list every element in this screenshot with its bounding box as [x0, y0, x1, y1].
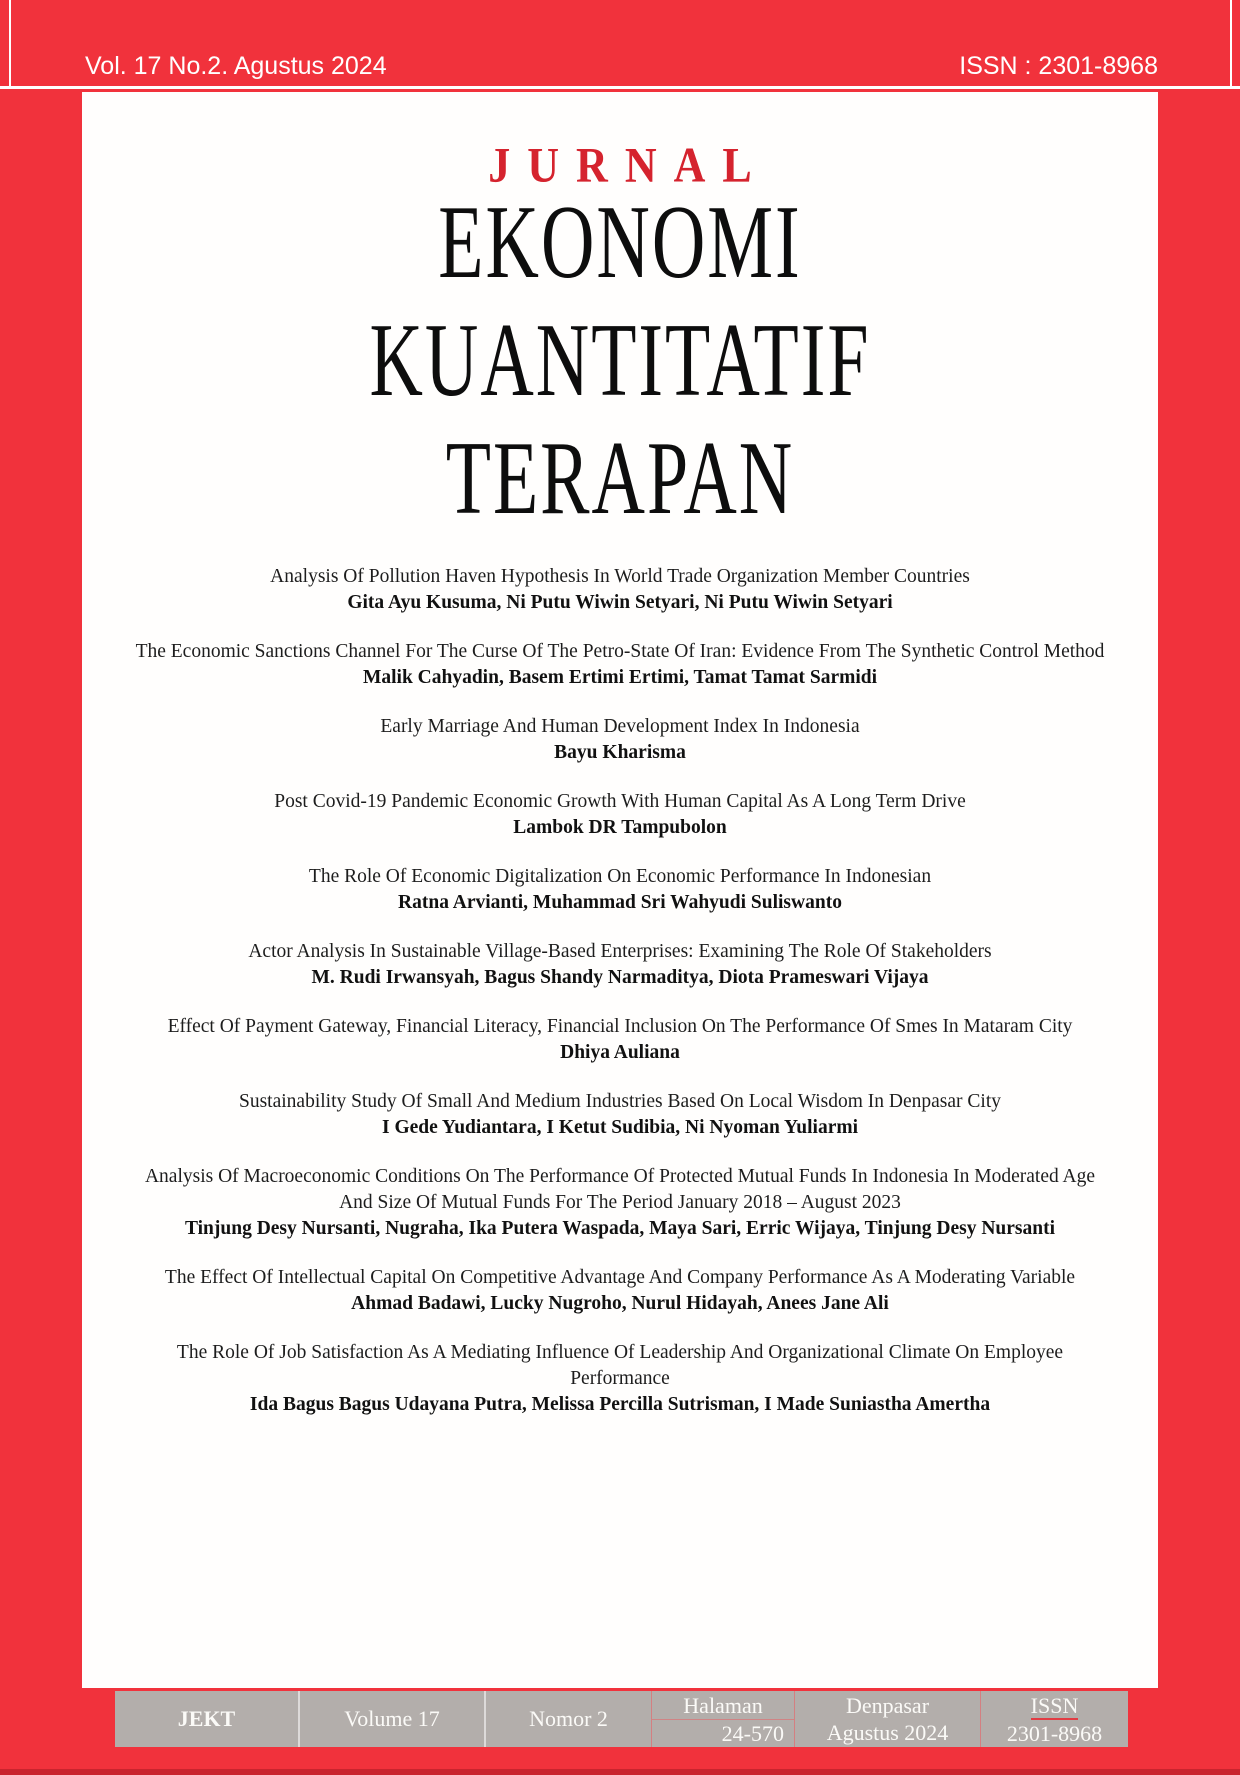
- bottom-edge-strip: [0, 1769, 1240, 1775]
- journal-title-word-ekonomi: EKONOMI: [438, 184, 802, 302]
- article-title: Analysis Of Pollution Haven Hypothesis In World Trade Organization Member Countries: [270, 566, 970, 587]
- footer-pages-value: 24-570: [721, 1720, 784, 1746]
- article-authors: Gita Ayu Kusuma, Ni Putu Wiwin Setyari, Ni Putu Wiwin Setyari: [347, 592, 893, 613]
- journal-title-line-3: [82, 420, 1158, 546]
- article-entry: [134, 1340, 1106, 1418]
- article-authors: Malik Cahyadin, Basem Ertimi Ertimi, Tamat Tamat Sarmidi: [362, 667, 878, 688]
- journal-kicker: JURNAL: [488, 138, 769, 193]
- header-volume-info: Vol. 17 No.2. Agustus 2024: [85, 52, 387, 80]
- masthead: [82, 92, 1158, 546]
- article-title: The Effect Of Intellectual Capital On Competitive Advantage And Company Performance As A Moderating Variable: [164, 1267, 1076, 1288]
- article-entry: [134, 1164, 1106, 1242]
- footer-pages-cell: [651, 1691, 794, 1747]
- article-entry: [134, 714, 1106, 766]
- article-entry: [134, 1265, 1106, 1317]
- footer-info-bar: [115, 1691, 1128, 1747]
- article-title: Actor Analysis In Sustainable Village-Based Enterprises: Examining The Role Of Stakeholders: [248, 941, 992, 962]
- header-issn: ISSN : 2301-8968: [959, 52, 1158, 80]
- article-authors: Ratna Arvianti, Muhammad Sri Wahyudi Suliswanto: [398, 892, 842, 913]
- article-title: Analysis Of Macroeconomic Conditions On The Performance Of Protected Mutual Funds In Indonesia In Moderated Age And Size Of Mutual Funds For The Period January 2018 – August 2023: [144, 1166, 1096, 1213]
- footer-pages-label: Halaman: [652, 1692, 794, 1720]
- article-entry: [134, 1089, 1106, 1141]
- footer-date: Agustus 2024: [826, 1720, 949, 1745]
- article-entry: [134, 864, 1106, 916]
- article-title: Effect Of Payment Gateway, Financial Literacy, Financial Inclusion On The Performance Of Smes In Mataram City: [167, 1016, 1073, 1037]
- header-bar: [0, 0, 1240, 89]
- article-authors: Lambok DR Tampubolon: [513, 817, 727, 838]
- article-title: The Role Of Job Satisfaction As A Mediating Influence Of Leadership And Organizational Climate On Employee Performance: [176, 1342, 1064, 1389]
- article-authors: Dhiya Auliana: [560, 1042, 680, 1063]
- article-authors: Bayu Kharisma: [554, 742, 686, 763]
- footer-journal-code: JEKT: [177, 1706, 236, 1731]
- article-entry: [134, 1014, 1106, 1066]
- article-title: The Role Of Economic Digitalization On Economic Performance In Indonesian: [308, 866, 932, 887]
- article-authors: I Gede Yudiantara, I Ketut Sudibia, Ni Nyoman Yuliarmi: [381, 1117, 859, 1138]
- article-authors: Ida Bagus Bagus Udayana Putra, Melissa Percilla Sutrisman, I Made Suniastha Amertha: [249, 1394, 991, 1415]
- journal-title-line-2: [82, 302, 1158, 428]
- article-authors: Ahmad Badawi, Lucky Nugroho, Nurul Hidayah, Anees Jane Ali: [351, 1293, 889, 1314]
- article-authors: Tinjung Desy Nursanti, Nugraha, Ika Putera Waspada, Maya Sari, Erric Wijaya, Tinjung Desy Nursanti: [184, 1218, 1056, 1239]
- article-entry: [134, 639, 1106, 691]
- footer-issn-cell: [980, 1691, 1128, 1747]
- article-entry: [134, 789, 1106, 841]
- footer-volume: Volume 17: [298, 1691, 484, 1747]
- article-list: [82, 564, 1158, 1418]
- article-entry: [134, 564, 1106, 616]
- journal-title-word-kuantitatif: KUANTITATIF: [369, 302, 871, 420]
- article-entry: [134, 939, 1106, 991]
- journal-title-word-terapan: TERAPAN: [445, 420, 795, 538]
- cover-page: [82, 92, 1158, 1688]
- article-title: Early Marriage And Human Development Index In Indonesia: [380, 716, 860, 737]
- footer-number: Nomor 2: [484, 1691, 651, 1747]
- article-title: Post Covid-19 Pandemic Economic Growth With Human Capital As A Long Term Drive: [274, 791, 966, 812]
- article-title: The Economic Sanctions Channel For The Curse Of The Petro-State Of Iran: Evidence From The Synthetic Control Method: [135, 641, 1105, 662]
- article-title: Sustainability Study Of Small And Medium Industries Based On Local Wisdom In Denpasar City: [239, 1091, 1001, 1112]
- article-authors: M. Rudi Irwansyah, Bagus Shandy Narmaditya, Diota Prameswari Vijaya: [311, 967, 929, 988]
- journal-title-line-1: [82, 184, 1158, 310]
- footer-issn-value: 2301-8968: [1006, 1720, 1103, 1746]
- footer-issn-label: ISSN: [1030, 1692, 1079, 1718]
- footer-place-cell: [794, 1691, 980, 1747]
- footer-city: Denpasar: [845, 1693, 930, 1718]
